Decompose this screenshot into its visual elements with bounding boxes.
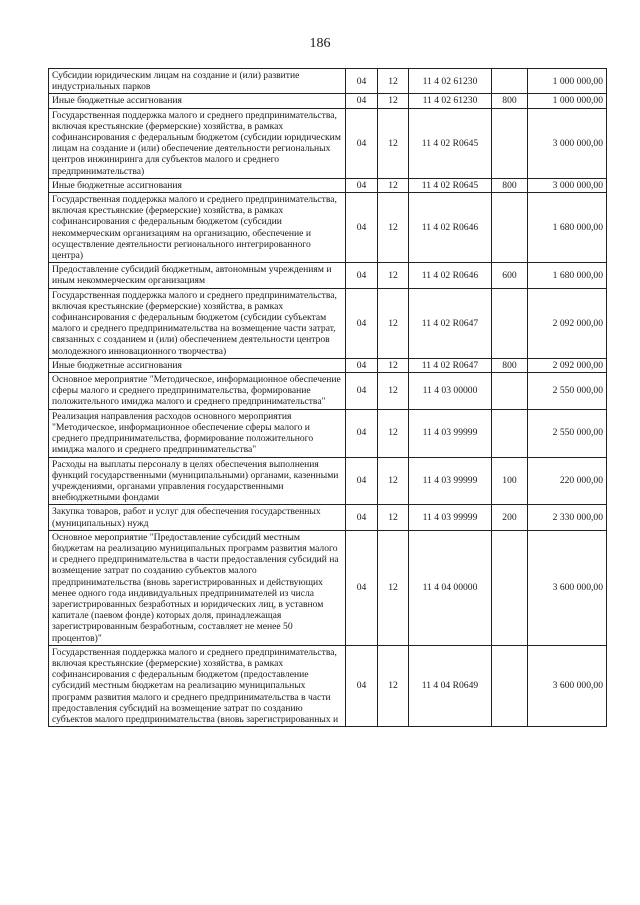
row-section-code: 04 [346,263,378,288]
row-description: Государственная поддержка малого и среднего предпринимательства, включая крестьянские (фермерские) хозяйства, в рамках софинансирования с федеральным бюджетом (предоставление субсидий местным бюджетам на реализацию муниципальных программ развития малого и среднего предпринимательства в части предоставления субсидий на возмещение затрат по созданию субъектов малого предпринимательства (вновь зарегистрированных и [49,645,346,726]
row-subsection-code: 12 [378,108,409,178]
row-description: Расходы на выплаты персоналу в целях обеспечения выполнения функций государственными (муниципальными) органами, казенными учреждениями, органами управления государственными внебюджетными фондами [49,457,346,505]
row-amount: 1 000 000,00 [528,69,607,94]
row-amount: 3 600 000,00 [528,530,607,645]
table-row [49,645,607,726]
row-section-code: 04 [346,530,378,645]
row-amount: 2 092 000,00 [528,358,607,372]
row-expense-type-code [492,530,528,645]
table-row [49,263,607,288]
row-section-code: 04 [346,409,378,457]
table-row [49,457,607,505]
row-description: Иные бюджетные ассигнования [49,178,346,192]
row-description: Основное мероприятие "Методическое, информационное обеспечение сферы малого и среднего предпринимательства, формирование положительного имиджа малого и среднего предпринимательства" [49,373,346,410]
row-section-code: 04 [346,505,378,530]
row-section-code: 04 [346,288,378,358]
budget-table-body [49,69,607,727]
row-target-article-code: 11 4 03 00000 [409,373,492,410]
row-section-code: 04 [346,94,378,108]
row-amount: 2 550 000,00 [528,373,607,410]
row-subsection-code: 12 [378,373,409,410]
row-description: Субсидии юридическим лицам на создание и (или) развитие индустриальных парков [49,69,346,94]
row-expense-type-code [492,373,528,410]
row-amount: 3 600 000,00 [528,645,607,726]
row-target-article-code: 11 4 04 R0649 [409,645,492,726]
table-row [49,358,607,372]
row-expense-type-code: 200 [492,505,528,530]
row-expense-type-code [492,288,528,358]
row-description: Иные бюджетные ассигнования [49,94,346,108]
row-amount: 220 000,00 [528,457,607,505]
budget-table [48,68,607,727]
page-number: 186 [309,36,331,51]
row-description: Закупка товаров, работ и услуг для обеспечения государственных (муниципальных) нужд [49,505,346,530]
row-expense-type-code: 800 [492,94,528,108]
row-target-article-code: 11 4 02 61230 [409,69,492,94]
row-amount: 3 000 000,00 [528,178,607,192]
row-expense-type-code [492,193,528,263]
row-target-article-code: 11 4 02 R0645 [409,178,492,192]
row-subsection-code: 12 [378,409,409,457]
row-target-article-code: 11 4 04 00000 [409,530,492,645]
row-expense-type-code [492,108,528,178]
table-row [49,94,607,108]
row-subsection-code: 12 [378,288,409,358]
row-description: Государственная поддержка малого и среднего предпринимательства, включая крестьянские (фермерские) хозяйства, в рамках софинансирования с федеральным бюджетом (субсидии субъектам малого и среднего предпринимательства на возмещение части затрат, связанных с созданием и (или) обеспечением деятельности центров молодежного инновационного творчества) [49,288,346,358]
row-amount: 2 092 000,00 [528,288,607,358]
table-row [49,178,607,192]
row-amount: 1 000 000,00 [528,94,607,108]
row-amount: 1 680 000,00 [528,263,607,288]
row-expense-type-code [492,69,528,94]
row-subsection-code: 12 [378,645,409,726]
row-section-code: 04 [346,178,378,192]
table-row [49,409,607,457]
row-amount: 2 330 000,00 [528,505,607,530]
table-row [49,288,607,358]
row-description: Основное мероприятие "Предоставление субсидий местным бюджетам на реализацию муниципальных программ развития малого и среднего предпринимательства в части предоставления субсидий на возмещение затрат по созданию субъектов малого предпринимательства (вновь зарегистрированных и действующих менее одного года индивидуальных предпринимателей из числа зарегистрированных безработных и юридических лиц, в уставном капитале (паевом фонде) которых доля, принадлежащая зарегистрированным безработным, составляет не менее 50 процентов)" [49,530,346,645]
row-subsection-code: 12 [378,530,409,645]
row-expense-type-code: 800 [492,178,528,192]
row-expense-type-code: 600 [492,263,528,288]
row-description: Государственная поддержка малого и среднего предпринимательства, включая крестьянские (фермерские) хозяйства, в рамках софинансирования с федеральным бюджетом (субсидии некоммерческим организациям на организацию, обеспечение и осуществление деятельности регионального интегрированного центра) [49,193,346,263]
row-subsection-code: 12 [378,358,409,372]
row-amount: 2 550 000,00 [528,409,607,457]
row-section-code: 04 [346,457,378,505]
row-section-code: 04 [346,373,378,410]
row-section-code: 04 [346,193,378,263]
table-row [49,505,607,530]
row-description: Государственная поддержка малого и среднего предпринимательства, включая крестьянские (фермерские) хозяйства, в рамках софинансирования с федеральным бюджетом (субсидии юридическим лицам на создание и (или) обеспечение деятельности региональных центров инжиниринга для субъектов малого и среднего предпринимательства) [49,108,346,178]
table-row [49,530,607,645]
row-target-article-code: 11 4 02 R0647 [409,288,492,358]
row-subsection-code: 12 [378,178,409,192]
row-subsection-code: 12 [378,457,409,505]
row-expense-type-code: 800 [492,358,528,372]
row-subsection-code: 12 [378,94,409,108]
table-row [49,373,607,410]
row-target-article-code: 11 4 03 99999 [409,409,492,457]
row-target-article-code: 11 4 02 R0646 [409,263,492,288]
row-section-code: 04 [346,358,378,372]
row-expense-type-code [492,645,528,726]
row-target-article-code: 11 4 03 99999 [409,505,492,530]
row-subsection-code: 12 [378,69,409,94]
row-amount: 1 680 000,00 [528,193,607,263]
row-section-code: 04 [346,108,378,178]
row-subsection-code: 12 [378,505,409,530]
row-amount: 3 000 000,00 [528,108,607,178]
row-target-article-code: 11 4 02 R0646 [409,193,492,263]
row-description: Иные бюджетные ассигнования [49,358,346,372]
row-description: Реализация направления расходов основного мероприятия "Методическое, информационное обеспечение сферы малого и среднего предпринимательства, формирование положительного имиджа малого и среднего предпринимательства" [49,409,346,457]
row-subsection-code: 12 [378,263,409,288]
row-description: Предоставление субсидий бюджетным, автономным учреждениям и иным некоммерческим организациям [49,263,346,288]
table-row [49,108,607,178]
row-section-code: 04 [346,645,378,726]
row-target-article-code: 11 4 03 99999 [409,457,492,505]
row-subsection-code: 12 [378,193,409,263]
row-expense-type-code [492,409,528,457]
table-row [49,69,607,94]
row-target-article-code: 11 4 02 R0647 [409,358,492,372]
row-target-article-code: 11 4 02 61230 [409,94,492,108]
row-section-code: 04 [346,69,378,94]
row-target-article-code: 11 4 02 R0645 [409,108,492,178]
table-row [49,193,607,263]
row-expense-type-code: 100 [492,457,528,505]
